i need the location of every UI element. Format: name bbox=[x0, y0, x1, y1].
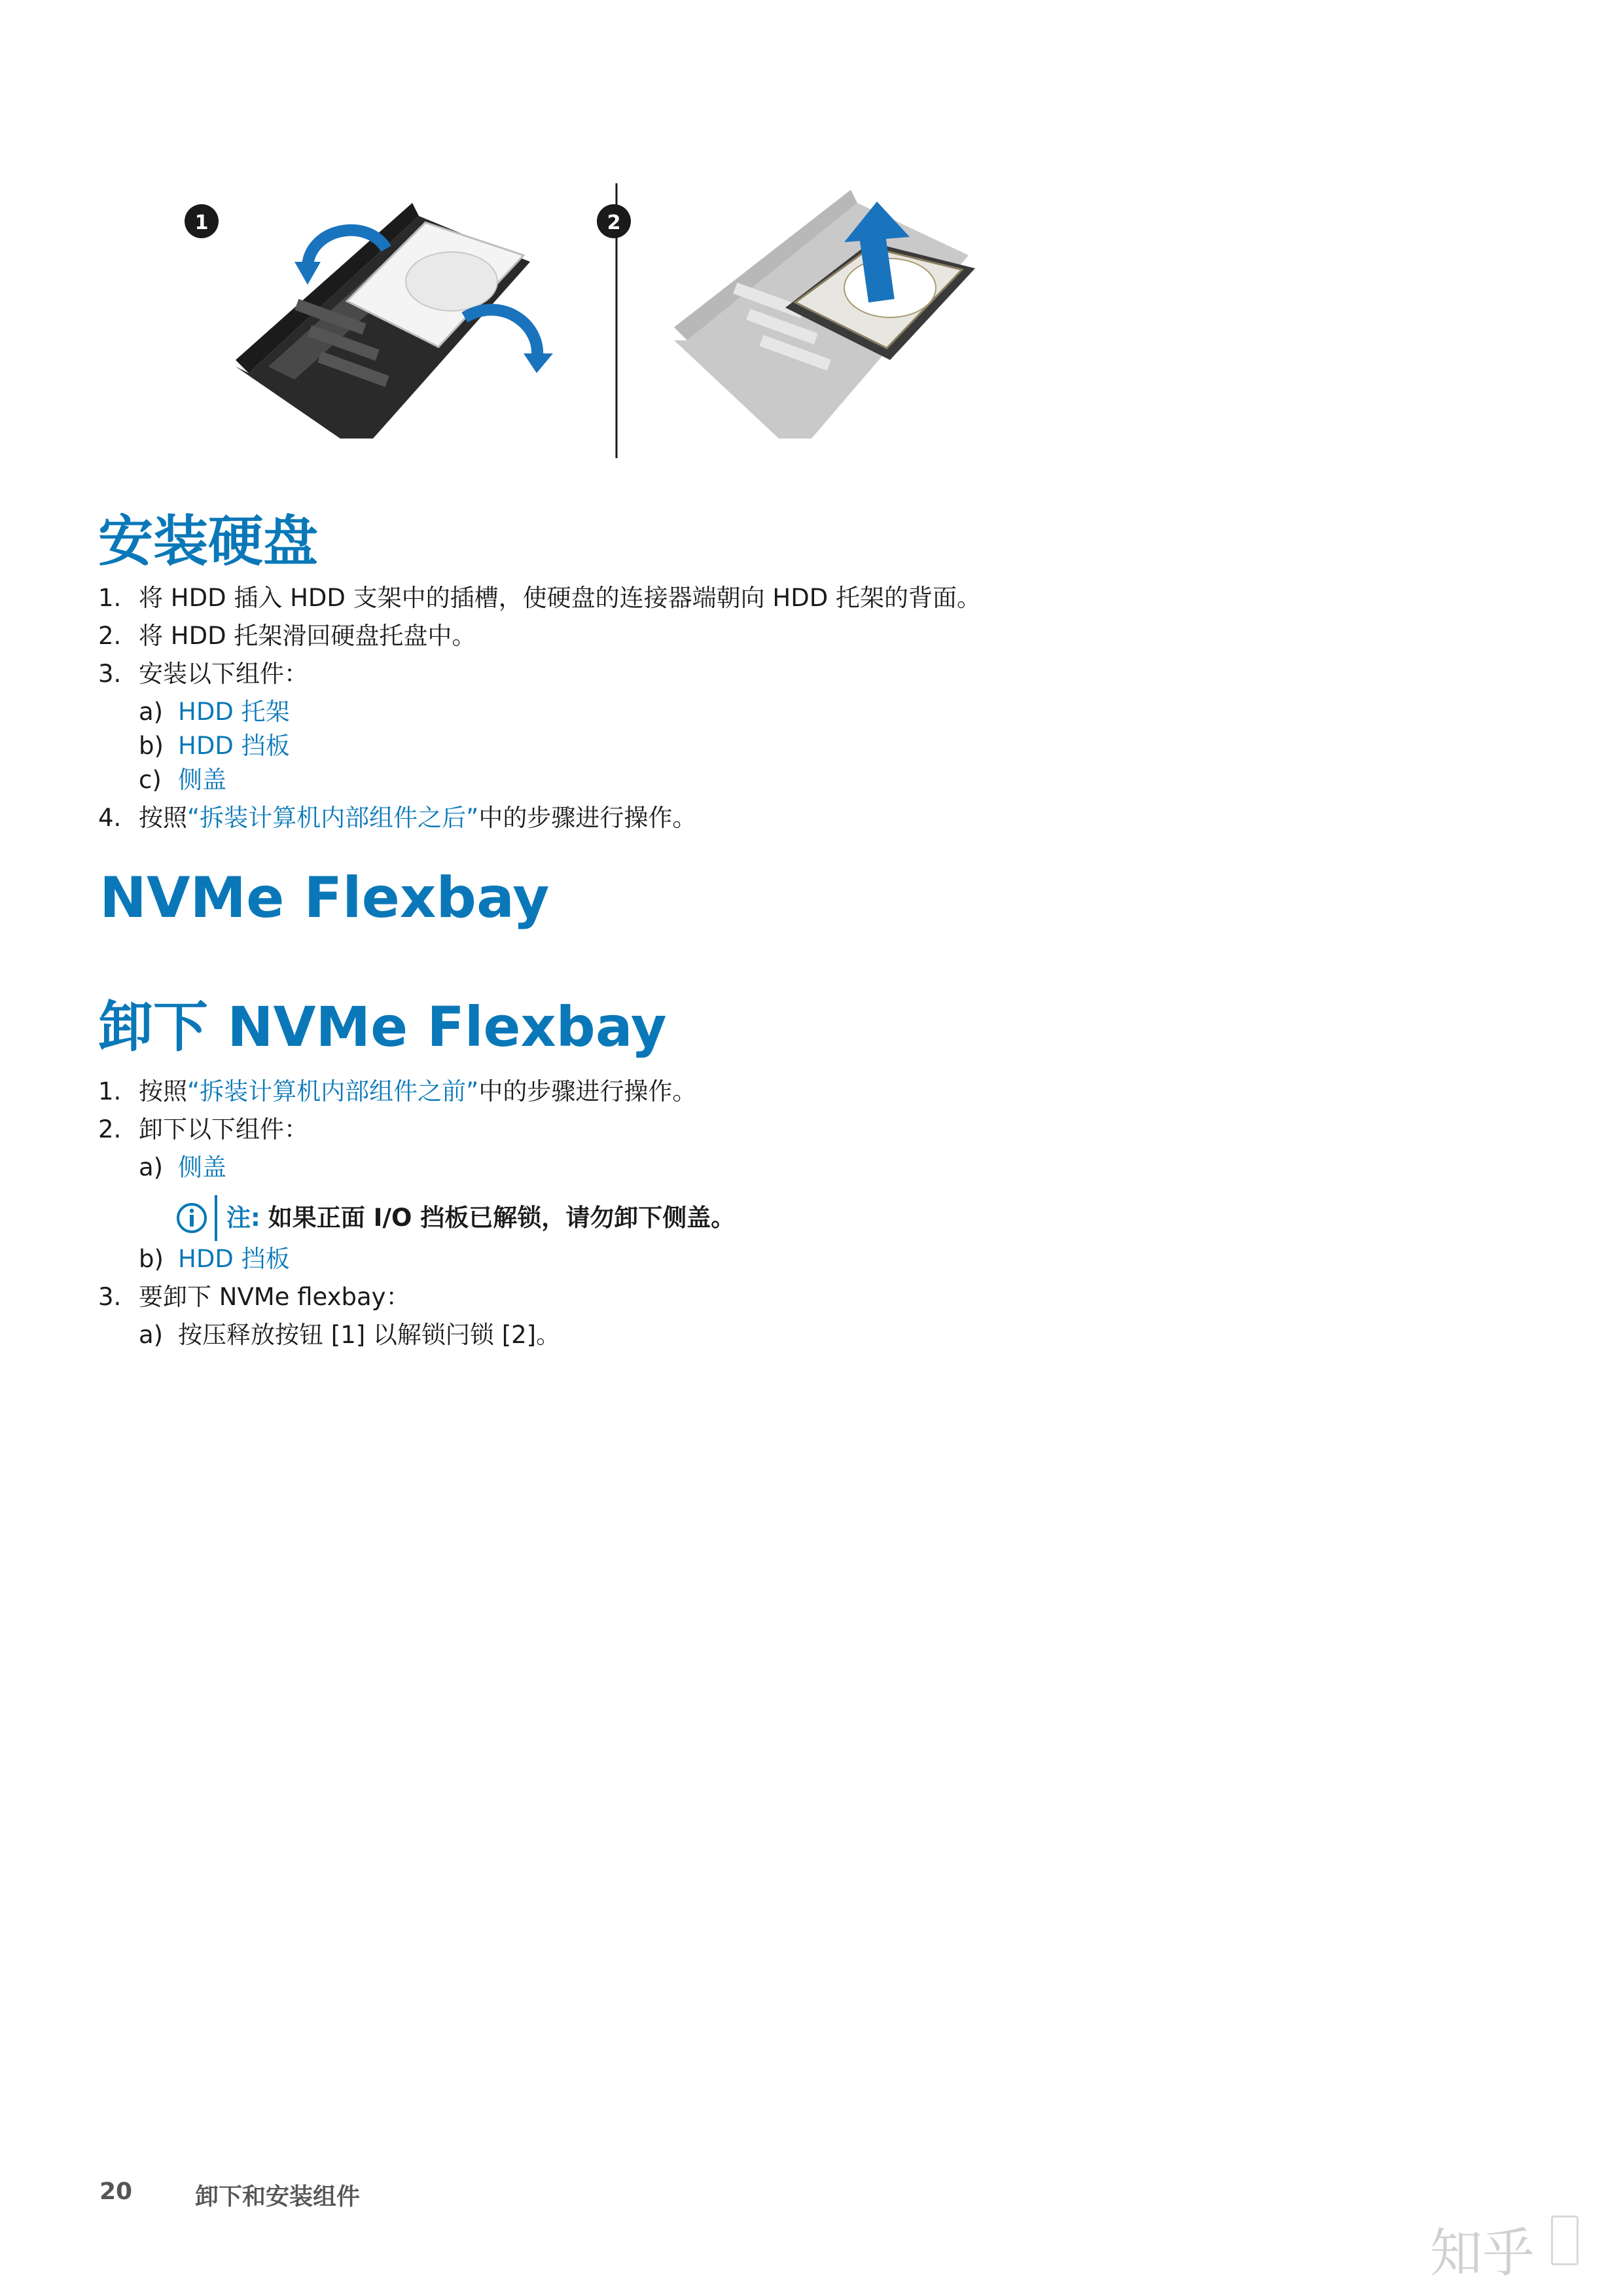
hdd-carrier-illustration bbox=[177, 177, 995, 465]
link-after-working[interactable]: “拆装计算机内部组件之后” bbox=[187, 804, 479, 832]
list-item bbox=[139, 696, 290, 728]
watermark-text: 知乎 bbox=[1430, 2223, 1535, 2284]
list-item bbox=[98, 1076, 696, 1107]
list-item bbox=[98, 658, 308, 690]
list-item bbox=[139, 1244, 290, 1275]
section-install-title: 安装硬盘 bbox=[98, 509, 319, 573]
list-item bbox=[98, 620, 476, 652]
svg-text:1: 1 bbox=[194, 211, 209, 234]
note-box bbox=[175, 1195, 735, 1241]
info-icon bbox=[175, 1202, 208, 1234]
list-item bbox=[139, 764, 226, 796]
substep-letter: a) bbox=[139, 1321, 164, 1349]
installation-figure bbox=[177, 177, 995, 465]
list-item bbox=[139, 730, 290, 762]
page-number: 20 bbox=[99, 2178, 133, 2205]
watermark-logo bbox=[1551, 2215, 1578, 2265]
step-number: 1. bbox=[98, 584, 122, 612]
step-text: 将 HDD 托架滑回硬盘托盘中。 bbox=[139, 622, 476, 650]
list-item bbox=[98, 1282, 410, 1313]
step-text: 卸下以下组件： bbox=[139, 1115, 308, 1143]
step-2-badge bbox=[597, 204, 631, 238]
step-number: 2. bbox=[98, 1115, 122, 1143]
step-number: 3. bbox=[98, 660, 122, 688]
step-text: 按压释放按钮 [1] 以解锁闩锁 [2]。 bbox=[178, 1321, 561, 1349]
step-number: 4. bbox=[98, 804, 122, 832]
substep-letter: a) bbox=[139, 698, 164, 726]
step-text: 中的步骤进行操作。 bbox=[478, 804, 697, 832]
step-number: 2. bbox=[98, 622, 122, 650]
rotate-arrow-lower bbox=[465, 310, 537, 360]
note-divider bbox=[215, 1195, 217, 1241]
step-text: 按照 bbox=[139, 1077, 187, 1105]
note-text: 如果正面 I/O 挡板已解锁，请勿卸下侧盖。 bbox=[268, 1204, 736, 1232]
link-before-working[interactable]: “拆装计算机内部组件之前” bbox=[187, 1077, 479, 1105]
step-number: 1. bbox=[98, 1077, 122, 1105]
chapter-title: 卸下和安装组件 bbox=[195, 2183, 361, 2210]
link-side-cover[interactable]: 侧盖 bbox=[178, 766, 226, 794]
section-nvme-title: NVMe Flexbay bbox=[99, 865, 550, 931]
svg-text:2: 2 bbox=[607, 211, 621, 234]
rotate-arrow-upper-head bbox=[294, 262, 321, 285]
step-text: 将 HDD 插入 HDD 支架中的插槽，使硬盘的连接器端朝向 HDD 托架的背面。 bbox=[139, 584, 981, 612]
link-side-cover[interactable]: 侧盖 bbox=[178, 1153, 226, 1181]
substep-letter: a) bbox=[139, 1153, 164, 1181]
substep-letter: c) bbox=[139, 766, 162, 794]
list-item bbox=[139, 1152, 226, 1183]
list-item bbox=[98, 802, 696, 834]
note-label: 注: bbox=[226, 1204, 260, 1232]
step-text: 按照 bbox=[139, 804, 187, 832]
step-number: 3. bbox=[98, 1283, 122, 1311]
step-text: 安装以下组件： bbox=[139, 660, 308, 688]
link-hdd-carrier[interactable]: HDD 托架 bbox=[178, 698, 290, 726]
substep-letter: b) bbox=[139, 1245, 164, 1273]
step-text: 要卸下 NVMe flexbay： bbox=[139, 1283, 410, 1311]
step-1-badge bbox=[185, 204, 219, 238]
link-hdd-bezel[interactable]: HDD 挡板 bbox=[178, 732, 290, 760]
link-hdd-bezel[interactable]: HDD 挡板 bbox=[178, 1245, 290, 1273]
substep-letter: b) bbox=[139, 732, 164, 760]
rotate-arrow-lower-head bbox=[524, 353, 553, 373]
list-item bbox=[139, 1319, 560, 1351]
list-item bbox=[98, 583, 981, 614]
list-item bbox=[98, 1114, 308, 1145]
section-remove-title: 卸下 NVMe Flexbay bbox=[98, 995, 667, 1059]
step-text: 中的步骤进行操作。 bbox=[478, 1077, 697, 1105]
